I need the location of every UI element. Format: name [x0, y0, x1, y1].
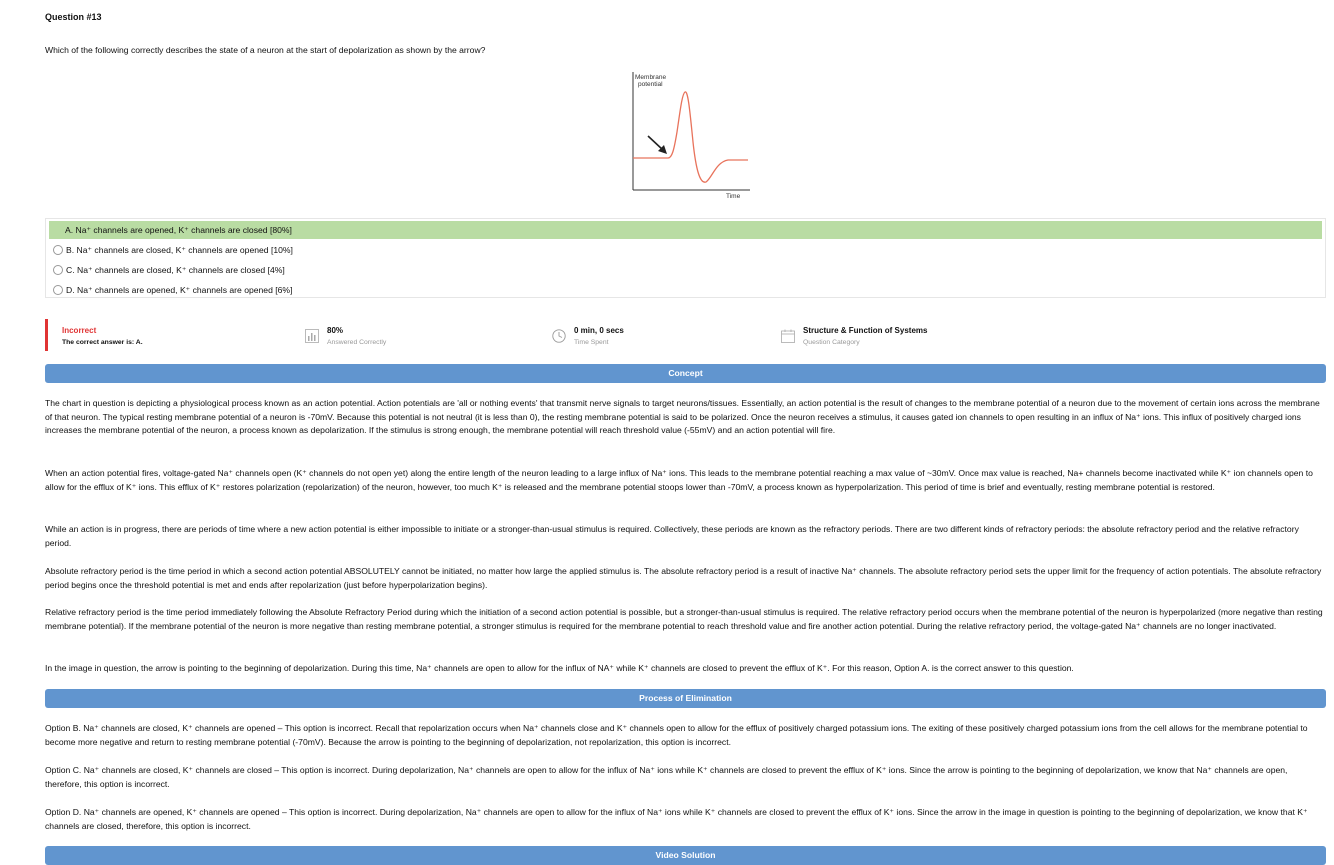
calendar-icon — [781, 329, 795, 343]
answer-list — [45, 218, 1326, 298]
xlabel: Time — [726, 193, 741, 200]
elimination-header[interactable]: Process of Elimination — [45, 689, 1326, 708]
answer-option-b[interactable] — [49, 241, 1322, 259]
answer-a-label: A. Na⁺ channels are opened, K⁺ channels are closed [80%] — [65, 225, 292, 235]
category-label: Question Category — [803, 338, 860, 346]
percent-value: 80% — [327, 326, 344, 335]
concept-paragraph-6: In the image in question, the arrow is pointing to the beginning of depolarization. During this time, Na⁺ channels are open to allow for the influx of NA⁺ while K⁺ channels are closed to prevent the efflux of K⁺. For this reason, Option A. is the correct answer to this question. — [45, 663, 1074, 673]
radio-icon[interactable] — [53, 265, 63, 275]
radio-icon[interactable] — [53, 245, 63, 255]
elimination-option-b: Option B. Na⁺ channels are closed, K⁺ channels are opened – This option is incorrect. Recall that repolarization occurs when Na⁺ channels close and K⁺ channels open to allow for the efflux of positively charged potassium ions. The exiting of these positively charged potassium ions from the cell allows for the membrane potential to become more negative and return to resting membrane potential (-70mV). Because the arrow is pointing to the beginning of depolarization, not repolarization, this option is incorrect. — [45, 723, 1308, 747]
time-label: Time Spent — [574, 338, 609, 346]
answer-option-a[interactable] — [49, 221, 1322, 239]
answer-b-label: B. Na⁺ channels are closed, K⁺ channels are opened [10%] — [66, 245, 293, 255]
percent-label: Answered Correctly — [327, 338, 387, 346]
answer-c-label: C. Na⁺ channels are closed, K⁺ channels are closed [4%] — [66, 265, 285, 275]
result-label: Incorrect — [62, 326, 97, 335]
action-potential-figure — [630, 72, 755, 200]
answer-option-c[interactable] — [49, 261, 1322, 279]
answer-option-d[interactable] — [49, 281, 1322, 299]
bar-chart-icon — [305, 329, 319, 343]
ylabel-line1: Membrane — [635, 74, 667, 81]
ylabel-line2: potential — [638, 81, 663, 88]
radio-icon[interactable] — [53, 285, 63, 295]
elimination-option-d: Option D. Na⁺ channels are opened, K⁺ channels are opened – This option is incorrect. During depolarization, Na⁺ channels are open to allow for the influx of Na⁺ ions while K⁺ channels are closed to prevent the efflux of K⁺ ions. Since the arrow in the image in question is pointing to the beginning of depolarization, we know that K⁺ channels are closed, therefore, this option is incorrect. — [45, 807, 1308, 831]
question-text: Which of the following correctly describes the state of a neuron at the start of depolarization as shown by the arrow? — [45, 45, 486, 55]
concept-paragraph-4: Absolute refractory period is the time period in which a second action potential ABSOLUTELY cannot be initiated, no matter how large the applied stimulus is. The absolute refractory period is a result of inactive Na⁺ channels. The absolute refractory period sets the upper limit for the frequency of action potentials. The absolute refractory period begins once the threshold potential is met and ends after repolarization (just before hyperpolarization begins). — [45, 566, 1322, 590]
category-value: Structure & Function of Systems — [803, 326, 928, 335]
answer-d-label: D. Na⁺ channels are opened, K⁺ channels are opened [6%] — [66, 285, 293, 295]
concept-paragraph-1: The chart in question is depicting a physiological process known as an action potential. Action potentials are 'all or nothing events' that transmit nerve signals to target neurons/tissues. Essentially, an action potential is the result of changes to the membrane potential of a neuron due to the movement of certain ions across the membrane of that neuron. The typical resting membrane potential of a neuron is -70mV. Because this potential is not neutral (it is less than 0), the resting membrane potential is said to be polarized. Once the neuron receives a stimulus, it causes gated ion channels to open resulting in an influx of Na⁺ ions. This influx of positively charged ions increases the membrane potential of the neuron, a process known as depolarization. If the stimulus is strong enough, the membrane potential will reach threshold value (-55mV) and an action potential will fire. — [45, 398, 1320, 436]
clock-icon — [552, 329, 566, 343]
video-solution-header[interactable]: Video Solution — [45, 846, 1326, 865]
concept-paragraph-2: When an action potential fires, voltage-gated Na⁺ channels open (K⁺ channels do not open yet) along the entire length of the neuron leading to a large influx of Na⁺ ions. This leads to the membrane potential reaching a max value of ~30mV. Once max value is reached, Na+ channels become inactivated while K⁺ ion channels open to allow for the efflux of K⁺ ions. This efflux of K⁺ restores polarization (repolarization) of the neuron, however, too much K⁺ is released and the membrane potential stoops lower than -70mV, a process known as hyperpolarization. This period of time is brief and eventually, resting membrane potential is restored. — [45, 468, 1313, 492]
result-stats — [45, 319, 1326, 351]
arrow-shaft — [648, 136, 663, 150]
correct-answer-text: The correct answer is: A. — [62, 338, 143, 346]
concept-header[interactable]: Concept — [45, 364, 1326, 383]
result-status — [45, 319, 143, 351]
elimination-option-c: Option C. Na⁺ channels are closed, K⁺ channels are closed – This option is incorrect. During depolarization, Na⁺ channels are open to allow for the influx of Na⁺ ions while K⁺ channels are closed to prevent the efflux of K⁺ ions. Since the arrow is pointing to the beginning of depolarization, we know that Na⁺ channels are open, therefore, this option is incorrect. — [45, 765, 1288, 789]
time-value: 0 min, 0 secs — [574, 326, 624, 335]
question-title: Question #13 — [45, 12, 102, 22]
concept-paragraph-5: Relative refractory period is the time period immediately following the Absolute Refractory Period during which the initiation of a second action potential is possible, but a stronger-than-usual stimulus is required. The relative refractory period occurs when the membrane potential of the neuron is hyperpolarized (more negative than resting membrane potential). If the membrane potential of the neuron is more negative than resting membrane potential, a stronger stimulus is required for the membrane potential to reach threshold value and fire another action potential. During the relative refractory period, the voltage-gated Na⁺ channels are no longer inactivated. — [45, 607, 1323, 631]
concept-paragraph-3: While an action is in progress, there are periods of time where a new action potential is either impossible to initiate or a stronger-than-usual stimulus is required. Collectively, these periods are known as the refractory periods. There are two different kinds of refractory periods: the absolute refractory period and the relative refractory period. — [45, 524, 1299, 548]
